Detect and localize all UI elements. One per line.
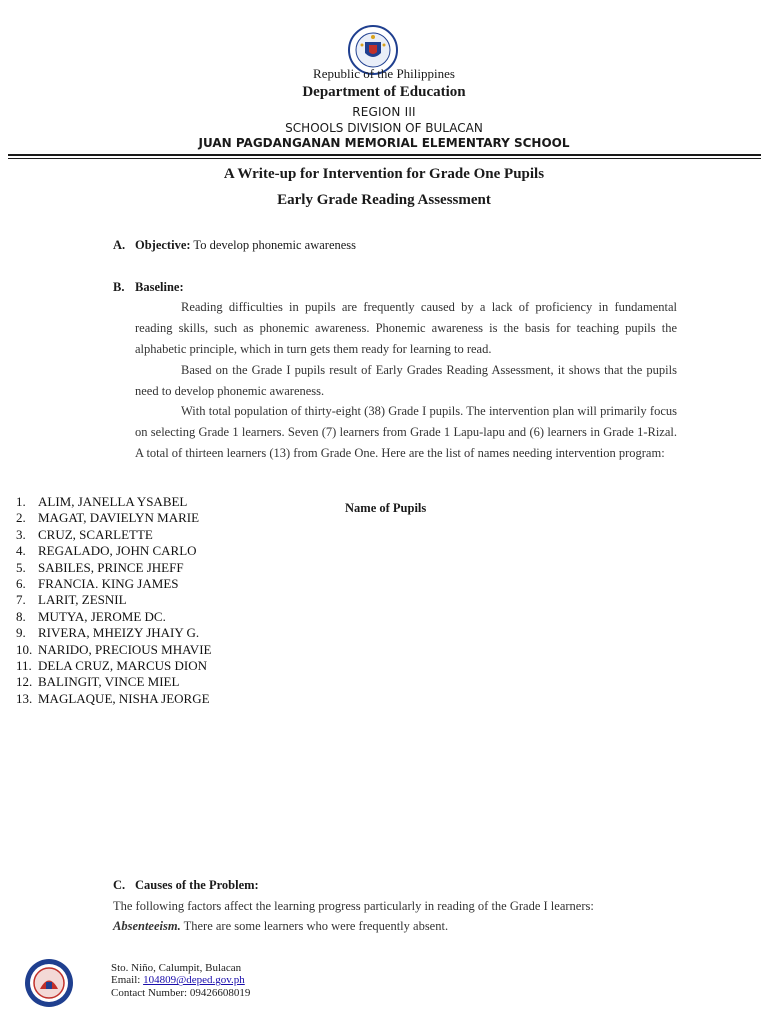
region-line: REGION III <box>352 105 416 119</box>
pupil-list-item <box>16 658 211 674</box>
section-a-text: To develop phonemic awareness <box>190 238 357 252</box>
baseline-paragraph-2: Based on the Grade I pupils result of Early Grades Reading Assessment, it shows that the pupils need to develop phonemic awareness. <box>135 363 677 398</box>
pupil-name: LARIT, ZESNIL <box>38 592 127 608</box>
header-divider-thin <box>8 158 761 159</box>
pupil-number: 8. <box>16 608 26 624</box>
section-a-label: Objective: <box>135 238 191 252</box>
pupil-name: RIVERA, MHEIZY JHAIY G. <box>38 625 200 641</box>
school-name: JUAN PAGDANGANAN MEMORIAL ELEMENTARY SCHOOL <box>198 136 570 150</box>
pupil-list-item <box>16 527 211 543</box>
pupil-name: BALINGIT, VINCE MIEL <box>38 674 180 690</box>
pupil-number: 2. <box>16 510 26 526</box>
header-divider-thick <box>8 154 761 156</box>
pupil-name: DELA CRUZ, MARCUS DION <box>38 658 208 674</box>
section-b-heading <box>113 280 184 295</box>
pupil-name: MAGAT, DAVIELYN MARIE <box>38 510 200 526</box>
pupil-list-item <box>16 625 211 641</box>
factor-text: There are some learners who were frequently absent. <box>180 919 449 933</box>
section-c-heading <box>113 878 259 893</box>
footer-contact <box>111 962 250 999</box>
section-c-label: Causes of the Problem: <box>135 878 259 892</box>
pupil-list-item <box>16 592 211 608</box>
pupil-number: 1. <box>16 494 26 509</box>
republic-line: Republic of the Philippines <box>313 66 455 81</box>
pupil-number: 6. <box>16 576 26 592</box>
pupil-name: ALIM, JANELLA YSABEL <box>38 494 188 509</box>
document-title: A Write-up for Intervention for Grade One Pupils <box>223 166 545 182</box>
pupil-list-item <box>16 691 211 707</box>
pupils-list <box>16 494 211 707</box>
pupil-number: 13. <box>16 690 33 706</box>
division-line: SCHOOLS DIVISION OF BULACAN <box>285 121 483 135</box>
pupil-number: 11. <box>16 658 32 674</box>
pupil-list-item <box>16 494 211 510</box>
footer-address: Sto. Niño, Calumpit, Bulacan <box>111 962 242 974</box>
pupil-number: 5. <box>16 559 26 575</box>
section-a-objective <box>113 238 356 253</box>
section-c-letter: C. <box>113 878 126 892</box>
pupil-number: 7. <box>16 592 26 608</box>
pupil-list-item <box>16 576 211 592</box>
causes-factor-absenteeism <box>113 919 448 934</box>
pupil-list-item <box>16 560 211 576</box>
factor-label: Absenteeism. <box>113 919 181 933</box>
pupil-number: 9. <box>16 625 26 641</box>
pupil-number: 3. <box>16 526 26 542</box>
pupil-list-item <box>16 609 211 625</box>
footer-email-label: Email: <box>111 974 144 987</box>
pupil-list-item <box>16 642 211 658</box>
pupil-list-item <box>16 510 211 526</box>
baseline-paragraph-3: With total population of thirty-eight (38) Grade I pupils. The intervention plan will primarily focus on selecting Grade 1 learners. Seven (7) learners from Grade 1 Lapu-lapu and (6) learners in Grade 1-Rizal. A total of thirteen learners (13) from Grade One. Here are the list of names needing intervention program: <box>135 404 677 460</box>
school-logo <box>24 958 74 1008</box>
pupil-name: NARIDO, PRECIOUS MHAVIE <box>38 641 212 657</box>
pupil-list-item <box>16 674 211 690</box>
section-b-label: Baseline: <box>135 280 184 294</box>
pupils-heading: Name of Pupils <box>345 501 427 515</box>
pupil-list-item <box>16 543 211 559</box>
pupil-name: MUTYA, JEROME DC. <box>38 608 166 624</box>
pupil-number: 10. <box>16 641 33 657</box>
document-subtitle: Early Grade Reading Assessment <box>277 192 491 208</box>
pupil-name: CRUZ, SCARLETTE <box>38 526 153 542</box>
footer-email-line <box>111 974 250 986</box>
pupil-name: FRANCIA. KING JAMES <box>38 576 179 592</box>
pupil-name: REGALADO, JOHN CARLO <box>38 543 197 559</box>
section-a-letter: A. <box>113 238 126 252</box>
department-line: Department of Education <box>302 84 466 100</box>
baseline-paragraph-1: Reading difficulties in pupils are frequently caused by a lack of proficiency in fundamental reading skills, such as phonemic awareness. Phonemic awareness is the basis for teaching pupils the alphabetic principle, which in turn gets them ready for learning to read. <box>135 300 677 356</box>
email-link[interactable]: 104809@deped.gov.ph <box>143 974 245 987</box>
pupil-number: 12. <box>16 674 33 690</box>
pupil-name: MAGLAQUE, NISHA JEORGE <box>38 690 210 706</box>
section-b-letter: B. <box>113 280 125 294</box>
causes-intro: The following factors affect the learning progress particularly in reading of the Grade I learners: <box>113 899 594 913</box>
pupil-number: 4. <box>16 543 26 559</box>
pupil-name: SABILES, PRINCE JHEFF <box>38 559 184 575</box>
footer-contact-number: Contact Number: 09426608019 <box>111 986 251 999</box>
